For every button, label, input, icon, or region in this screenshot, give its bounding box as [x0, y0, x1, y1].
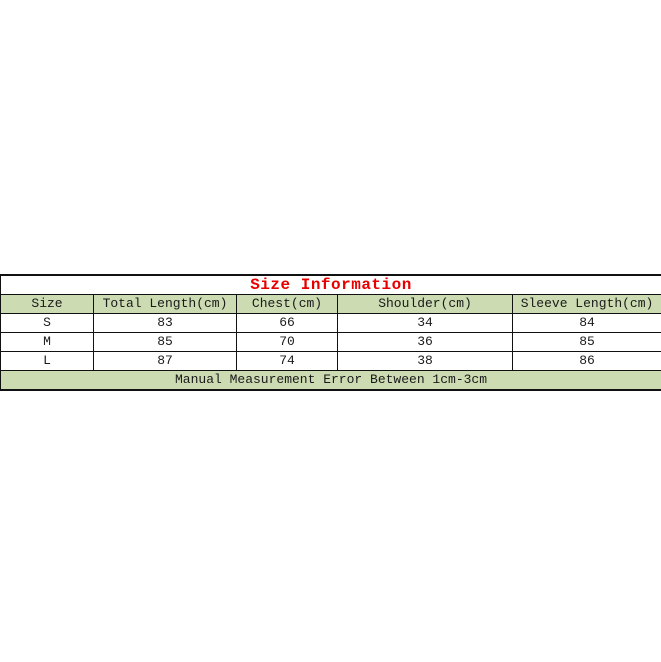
- table-row-m: [1, 333, 661, 352]
- sleeve-length-cell: 86: [513, 352, 661, 371]
- header-cell-size: Size: [1, 295, 94, 314]
- title-row: [1, 275, 661, 295]
- table-title: Size Information: [1, 275, 661, 295]
- sleeve-length-cell: 85: [513, 333, 661, 352]
- header-cell-sleeve-length: Sleeve Length(cm): [513, 295, 661, 314]
- size-label-cell: M: [1, 333, 94, 352]
- table-row-l: [1, 352, 661, 371]
- header-cell-shoulder: Shoulder(cm): [338, 295, 513, 314]
- total-length-cell: 83: [94, 314, 237, 333]
- size-label-cell: L: [1, 352, 94, 371]
- sleeve-length-cell: 84: [513, 314, 661, 333]
- shoulder-cell: 34: [338, 314, 513, 333]
- header-row: [1, 295, 661, 314]
- shoulder-cell: 36: [338, 333, 513, 352]
- total-length-cell: 87: [94, 352, 237, 371]
- size-label-cell: S: [1, 314, 94, 333]
- footer-row: [1, 371, 661, 391]
- measurement-error-note: Manual Measurement Error Between 1cm-3cm: [1, 371, 661, 391]
- table-row-s: [1, 314, 661, 333]
- chest-cell: 66: [237, 314, 338, 333]
- header-cell-chest: Chest(cm): [237, 295, 338, 314]
- header-cell-total-length: Total Length(cm): [94, 295, 237, 314]
- shoulder-cell: 38: [338, 352, 513, 371]
- chest-cell: 74: [237, 352, 338, 371]
- size-information-table: [0, 274, 661, 391]
- chest-cell: 70: [237, 333, 338, 352]
- total-length-cell: 85: [94, 333, 237, 352]
